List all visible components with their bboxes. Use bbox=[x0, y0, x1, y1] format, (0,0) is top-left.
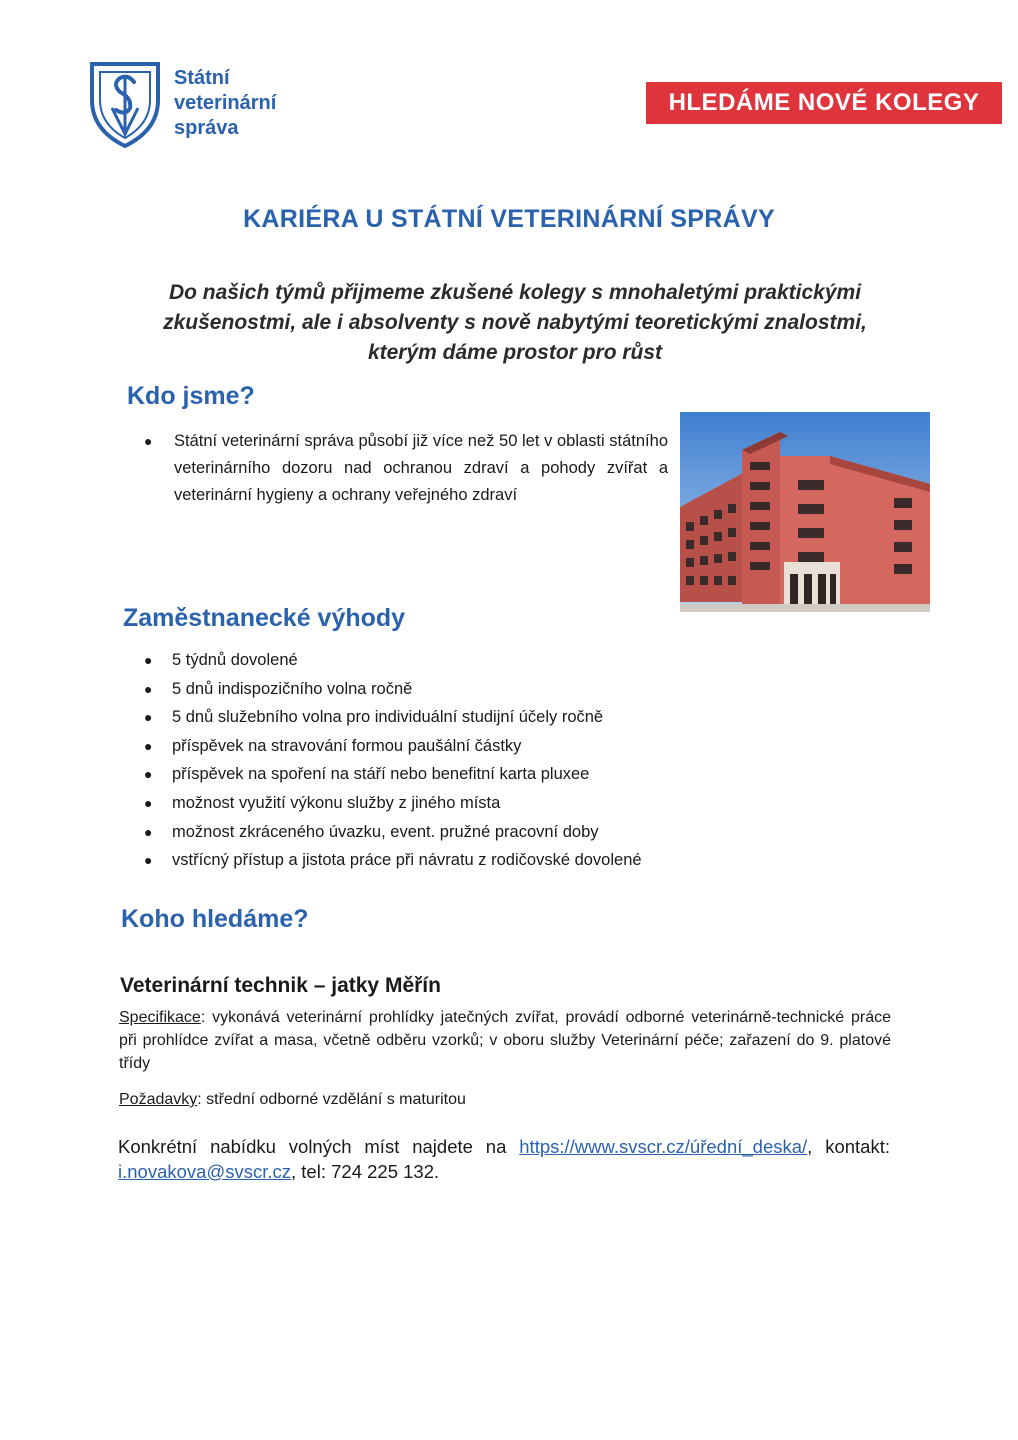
bullet-icon: ● bbox=[144, 680, 153, 697]
req-text: : střední odborné vzdělání s maturitou bbox=[197, 1091, 466, 1108]
benefits-section-title: Zaměstnanecké výhody bbox=[123, 604, 406, 632]
svs-shield-logo-icon bbox=[88, 60, 162, 150]
list-item bbox=[140, 818, 740, 847]
hiring-banner: HLEDÁME NOVÉ KOLEGY bbox=[646, 82, 1002, 124]
bullet-icon: ● bbox=[144, 433, 153, 449]
seeking-section-title: Koho hledáme? bbox=[121, 905, 309, 933]
contact-suffix: , tel: 724 225 132. bbox=[291, 1161, 440, 1182]
logo-line-1: Státní bbox=[174, 67, 230, 89]
page-title: KARIÉRA U STÁTNÍ VETERINÁRNÍ SPRÁVY bbox=[243, 205, 775, 233]
benefit-text: možnost zkráceného úvazku, event. pružné pracovní doby bbox=[172, 822, 599, 841]
benefit-text: příspěvek na spoření na stáří nebo benefitní karta pluxee bbox=[172, 765, 590, 784]
list-item bbox=[140, 846, 740, 875]
job-specification bbox=[119, 1006, 891, 1075]
benefit-text: vstřícný přístup a jistota práce při návratu z rodičovské dovolené bbox=[172, 851, 642, 870]
logo-line-3: správa bbox=[174, 117, 239, 139]
contact-prefix: Konkrétní nabídku volných míst najdete na bbox=[118, 1136, 520, 1157]
list-item bbox=[140, 789, 740, 818]
building-photo bbox=[680, 412, 930, 612]
logo-text bbox=[174, 66, 276, 141]
list-item bbox=[140, 675, 740, 704]
req-label: Požadavky bbox=[119, 1091, 198, 1108]
list-item bbox=[140, 646, 740, 675]
contact-middle: , kontakt: bbox=[807, 1136, 890, 1157]
benefit-text: 5 dnů služebního volna pro individuální studijní účely ročně bbox=[172, 708, 604, 727]
logo-line-2: veterinární bbox=[174, 92, 277, 114]
about-item-text: Státní veterinární správa působí již více než 50 let v oblasti státního veterinárního dozoru nad ochranou zdraví a pohody zvířat a veterinární hygieny a ochrany veřejného zdraví bbox=[174, 432, 668, 504]
about-list bbox=[140, 428, 668, 509]
job-requirements bbox=[119, 1088, 891, 1111]
email-link[interactable]: i.novakova@svscr.cz bbox=[118, 1161, 292, 1182]
bullet-icon: ● bbox=[144, 766, 153, 783]
spec-label: Specifikace bbox=[119, 1009, 201, 1026]
bullet-icon: ● bbox=[144, 823, 153, 840]
bullet-icon: ● bbox=[144, 709, 153, 726]
bullet-icon: ● bbox=[144, 652, 153, 668]
list-item bbox=[140, 703, 740, 732]
benefit-text: příspěvek na stravování formou paušální částky bbox=[172, 736, 522, 755]
contact-paragraph bbox=[118, 1134, 890, 1184]
logo bbox=[88, 60, 318, 152]
benefit-text: možnost využití výkonu služby z jiného místa bbox=[172, 793, 501, 812]
benefit-text: 5 týdnů dovolené bbox=[172, 651, 298, 669]
list-item bbox=[140, 760, 740, 789]
list-item bbox=[140, 732, 740, 761]
job-board-link[interactable]: https://www.svscr.cz/úřední_deska/ bbox=[519, 1136, 808, 1157]
benefit-text: 5 dnů indispozičního volna ročně bbox=[172, 679, 413, 698]
job-title: Veterinární technik – jatky Měřín bbox=[120, 974, 441, 997]
intro-text: Do našich týmů přijmeme zkušené kolegy s mnohaletými praktickými zkušenostmi, ale i absolventy s nově nabytými teoretickými znalostmi, kterým dáme prostor pro růst bbox=[163, 281, 867, 364]
benefits-list bbox=[140, 646, 740, 875]
bullet-icon: ● bbox=[144, 794, 153, 811]
list-item bbox=[140, 428, 668, 509]
about-section-title: Kdo jsme? bbox=[127, 382, 255, 410]
bullet-icon: ● bbox=[144, 737, 153, 754]
spec-text: : vykonává veterinární prohlídky jatečných zvířat, provádí odborné veterinárně-technické práce při prohlídce zvířat a masa, včetně odběru vzorků; v oboru služby Veterinární péče; zařazení do 9. platové třídy bbox=[119, 1009, 891, 1072]
bullet-icon: ● bbox=[144, 852, 153, 869]
